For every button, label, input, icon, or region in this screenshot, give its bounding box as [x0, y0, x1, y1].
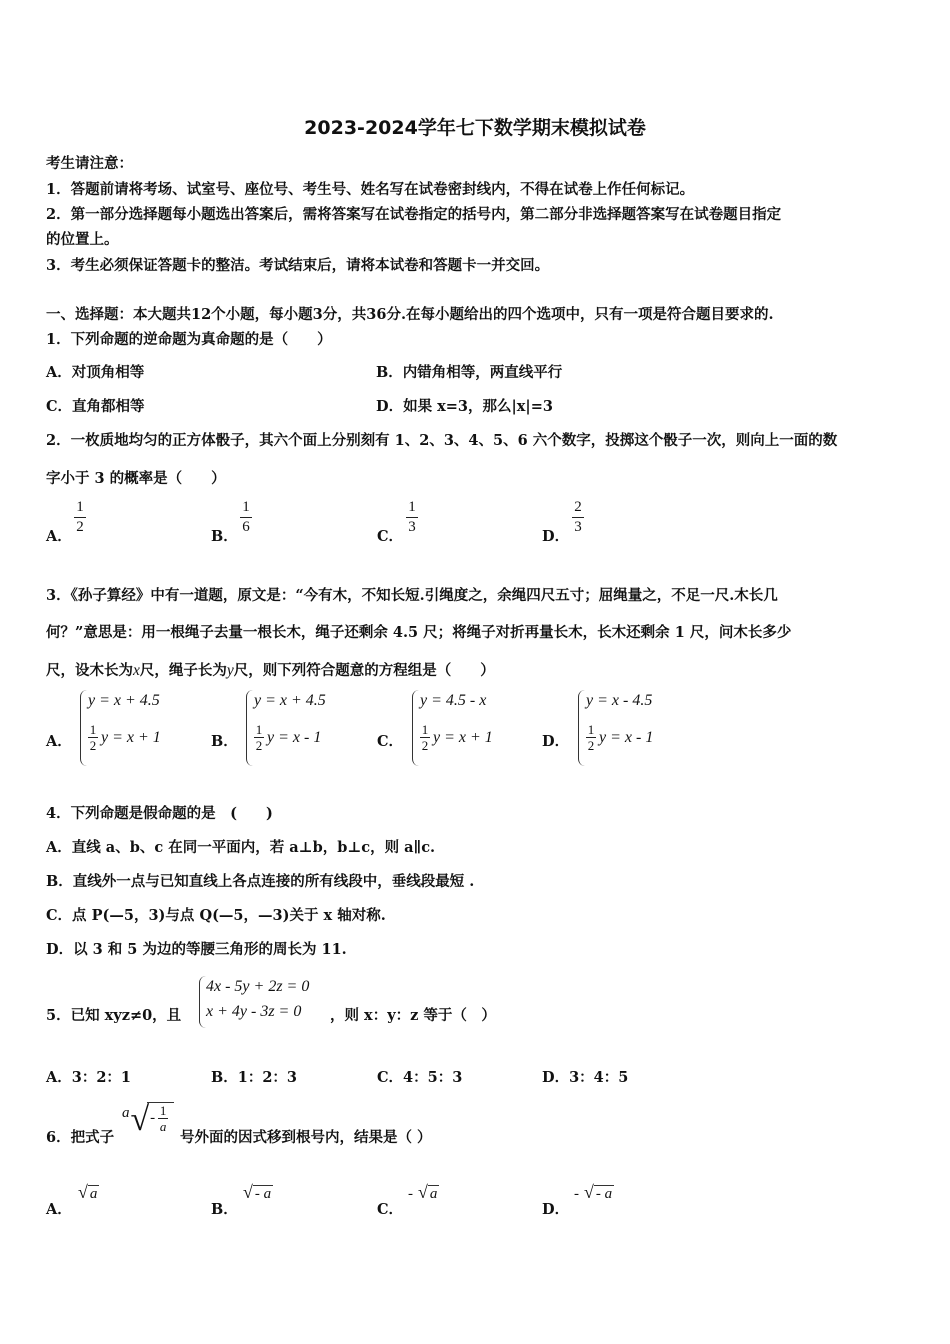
q3-stem: [46, 659, 495, 680]
fraction-denominator: 2: [76, 519, 84, 535]
q2-option-a-label: A．: [46, 528, 72, 545]
q6-expression: [122, 1100, 174, 1140]
notice-item: 2．第一部分选择题每小题选出答案后，需将答案写在试卷指定的括号内，第二部分非选择题答案写在试卷题目指定: [46, 206, 782, 223]
radical-sign: √: [584, 1182, 594, 1202]
q4-option-a: A．直线 a、b、c 在同一平面内，若 a⊥b，b⊥c，则 a∥c.: [46, 839, 436, 856]
q6-option-b-label: B．: [211, 1201, 238, 1218]
fraction-numerator: 1: [89, 722, 97, 737]
fraction-denominator: 2: [255, 738, 263, 753]
equation: y = x + 1: [101, 728, 161, 746]
notice-item: 的位置上。: [46, 231, 119, 248]
equation: y = x + 1: [433, 728, 493, 746]
sign: -: [574, 1186, 579, 1202]
q2-option-b-fraction: [240, 498, 252, 537]
equation: y = x + 4.5: [88, 692, 160, 709]
q2-stem: 字小于 3 的概率是（ ）: [46, 470, 226, 487]
q6-option-c-expr: [408, 1182, 439, 1203]
radical-sign: √: [130, 1101, 150, 1138]
brace: [199, 976, 206, 1028]
section-heading: 一、选择题：本大题共12个小题，每小题3分，共36分.在每小题给出的四个选项中，只有一项是符合题目要求的.: [46, 306, 774, 323]
notice-heading: 考生请注意：: [46, 155, 133, 172]
brace: [80, 690, 87, 766]
q2-option-b-label: B．: [211, 528, 238, 545]
q5-option-d: D．3：4：5: [542, 1069, 629, 1086]
fraction-numerator: 1: [587, 722, 595, 737]
fraction-denominator: 2: [89, 738, 97, 753]
q1-stem: 1．下列命题的逆命题为真命题的是（ ）: [46, 331, 332, 348]
minus-sign: -: [150, 1110, 156, 1126]
equation: y = x - 1: [599, 728, 654, 746]
q2-option-c-fraction: [406, 498, 418, 537]
q2-stem: 2．一枚质地均匀的正方体骰子，其六个面上分别刻有 1、2、3、4、5、6 六个数字，投掷这个骰子一次，则向上一面的数: [46, 432, 838, 449]
q3-stem: 3．《孙子算经》中有一道题，原文是：“今有木，不知长短.引绳度之，余绳四尺五寸；屈绳量之，不足一尺.木长几: [46, 587, 778, 604]
one-half: [586, 722, 596, 753]
fraction-numerator: 1: [76, 499, 84, 515]
q5-option-b: B．1：2：3: [211, 1069, 298, 1086]
q1-option-a: A．对顶角相等: [46, 364, 145, 381]
radicand: a: [89, 1186, 98, 1202]
notice-item: 1．答题前请将考场、试室号、座位号、考生号、姓名写在试卷密封线内，不得在试卷上作任何标记。: [46, 181, 695, 198]
fraction-numerator: 2: [574, 499, 582, 515]
q3-stem-part: 尺，绳子长为: [139, 662, 227, 679]
q4-option-c: C．点 P(—5，3)与点 Q(—5，—3)关于 x 轴对称.: [46, 907, 386, 924]
q6-option-a-expr: [78, 1182, 99, 1203]
sign: -: [408, 1186, 413, 1202]
equation: 4x - 5y + 2z = 0: [206, 978, 310, 995]
q6-option-c-label: C．: [377, 1201, 404, 1218]
q5-option-a: A．3：2：1: [46, 1069, 132, 1086]
fraction-denominator: 2: [421, 738, 429, 753]
q1-option-b: B．内错角相等，两直线平行: [376, 364, 563, 381]
equation: y = 4.5 - x: [420, 692, 487, 709]
fraction-denominator: 2: [587, 738, 595, 753]
equation: y = x - 1: [267, 728, 322, 746]
q6-option-d-label: D．: [542, 1201, 570, 1218]
fraction-denominator: 3: [408, 519, 416, 535]
q3-option-b-label: B．: [211, 733, 238, 750]
page-title: 2023-2024学年七下数学期末模拟试卷: [304, 117, 646, 139]
fraction-numerator: 1: [255, 722, 263, 737]
q4-option-b: B．直线外一点与已知直线上各点连接的所有线段中，垂线段最短 .: [46, 873, 475, 890]
notice-item: 3．考生必须保证答题卡的整洁。考试结束后，请将本试卷和答题卡一并交回。: [46, 257, 550, 274]
equation: y = x - 4.5: [586, 692, 653, 709]
q3-stem-part: 尺，则下列符合题意的方程组是（ ）: [233, 662, 495, 679]
coefficient: a: [122, 1104, 130, 1121]
radicand: - a: [595, 1186, 613, 1202]
q5-stem-post: ，则 x：y：z 等于（ ）: [330, 1007, 496, 1024]
q3-option-a-label: A．: [46, 733, 72, 750]
q3-stem-part: 尺，设木长为: [46, 662, 133, 679]
radicand: [147, 1102, 174, 1134]
q6-option-d-expr: [574, 1182, 614, 1203]
brace: [246, 690, 253, 766]
q5-stem-pre: 5．已知 xyz≠0，且: [46, 1007, 182, 1024]
q4-option-d: D．以 3 和 5 为边的等腰三角形的周长为 11.: [46, 941, 347, 958]
q6-stem-post: 号外面的因式移到根号内，结果是（ ）: [180, 1129, 432, 1146]
q2-option-d-fraction: [572, 498, 584, 537]
variable-y: y: [226, 662, 234, 679]
radical-sign: √: [243, 1182, 253, 1202]
fraction-denominator: a: [159, 1119, 167, 1134]
q1-option-d: D．如果 x=3，那么|x|=3: [376, 398, 553, 415]
q6-option-b-expr: [243, 1182, 273, 1203]
fraction: [158, 1103, 168, 1134]
q2-option-a-fraction: [74, 498, 86, 537]
fraction-numerator: 1: [159, 1103, 167, 1118]
q3-option-d-label: D．: [542, 733, 570, 750]
q5-option-c: C．4：5：3: [377, 1069, 463, 1086]
fraction-numerator: 1: [408, 499, 416, 515]
one-half: [88, 722, 98, 753]
q3-option-c-label: C．: [377, 733, 404, 750]
brace: [412, 690, 419, 766]
radicand: a: [429, 1186, 438, 1202]
equation: x + 4y - 3z = 0: [206, 1003, 302, 1020]
fraction-denominator: 3: [574, 519, 582, 535]
equation: y = x + 4.5: [254, 692, 326, 709]
fraction-numerator: 1: [242, 499, 250, 515]
q3-stem: 何？”意思是：用一根绳子去量一根长木，绳子还剩余 4.5 尺；将绳子对折再量长木，长木还剩余 1 尺，问木长多少: [46, 624, 792, 641]
q4-stem: 4．下列命题是假命题的是 ( ): [46, 805, 273, 822]
radical-sign: √: [418, 1182, 428, 1202]
fraction-numerator: 1: [421, 722, 429, 737]
q6-stem-pre: 6．把式子: [46, 1129, 115, 1146]
one-half: [254, 722, 264, 753]
radicand: - a: [254, 1186, 272, 1202]
q2-option-c-label: C．: [377, 528, 404, 545]
one-half: [420, 722, 430, 753]
q1-option-c: C．直角都相等: [46, 398, 145, 415]
radical-sign: √: [78, 1182, 88, 1202]
variable-x: x: [133, 662, 140, 679]
q6-option-a-label: A．: [46, 1201, 72, 1218]
q2-option-d-label: D．: [542, 528, 570, 545]
fraction-denominator: 6: [242, 519, 250, 535]
brace: [578, 690, 585, 766]
